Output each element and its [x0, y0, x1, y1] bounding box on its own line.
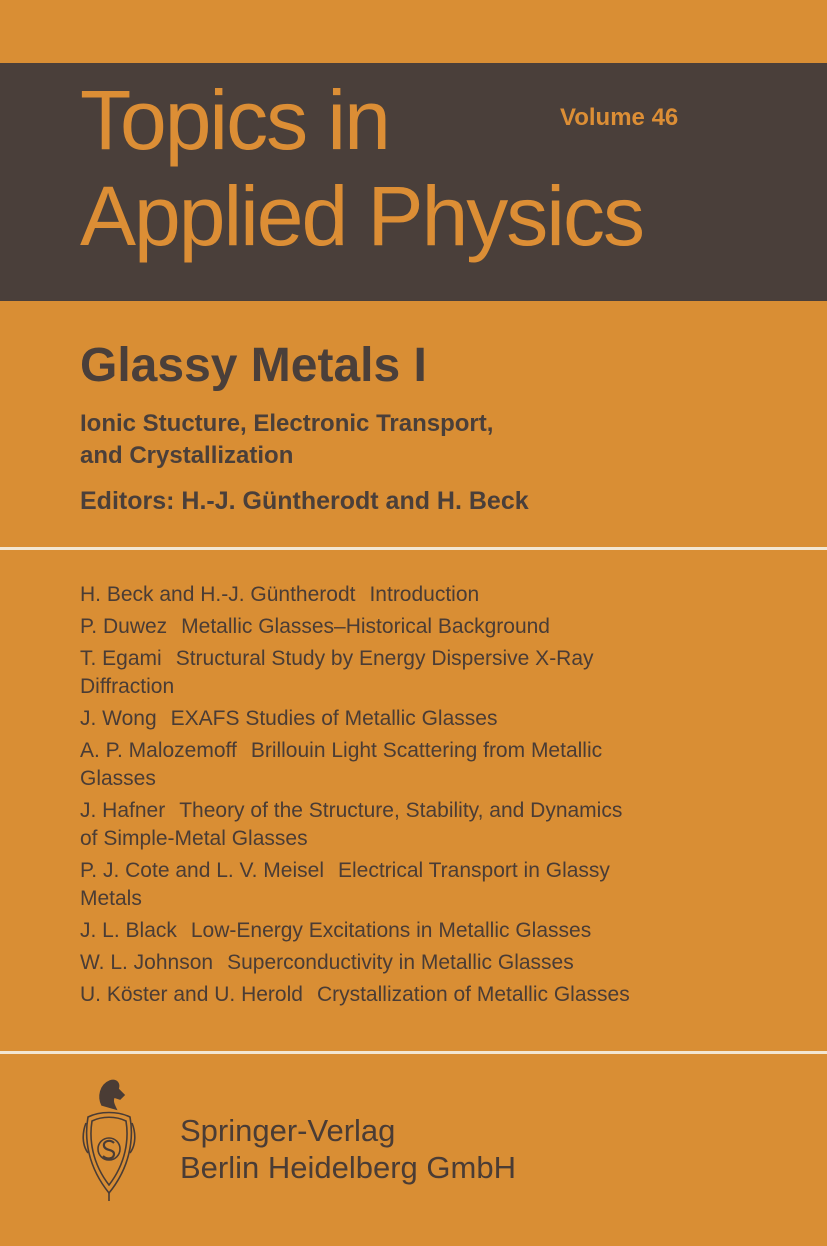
contents-item	[80, 613, 800, 641]
contents-item	[80, 737, 640, 793]
subtitle-line2: and Crystallization	[80, 442, 294, 469]
contents-item	[80, 797, 640, 853]
contents-author: J. L. Black	[80, 919, 177, 942]
contents-chapter-title: Crystallization of Metallic Glasses	[316, 983, 630, 1006]
contents-chapter-title: Theory of the Structure, Stability, and Dynamics of Simple-Metal Glasses	[80, 799, 623, 850]
subtitle-line1: Ionic Stucture, Electronic Transport,	[80, 410, 494, 437]
series-title-line2: Applied Physics	[80, 169, 643, 263]
contents-item	[80, 645, 640, 701]
publisher-line1: Springer-Verlag	[180, 1113, 396, 1148]
contents-chapter-title: Structural Study by Energy Dispersive X-Ray Diffraction	[80, 647, 594, 698]
publisher	[180, 1112, 516, 1186]
divider-top	[0, 547, 827, 550]
contents-author: A. P. Malozemoff	[80, 739, 237, 762]
publisher-line2: Berlin Heidelberg GmbH	[180, 1150, 516, 1185]
contents-item	[80, 981, 800, 1009]
series-title	[80, 72, 643, 264]
contents-author: P. J. Cote and L. V. Meisel	[80, 859, 324, 882]
contents-author: P. Duwez	[80, 615, 168, 638]
contents-item	[80, 581, 800, 609]
contents-author: W. L. Johnson	[80, 951, 214, 974]
contents-author: J. Hafner	[80, 799, 166, 822]
contents-chapter-title: Superconductivity in Metallic Glasses	[227, 951, 574, 974]
series-title-line1: Topics in	[80, 73, 389, 167]
contents-author: U. Köster and U. Herold	[80, 983, 303, 1006]
contents-item	[80, 857, 640, 913]
contents-chapter-title: Electrical Transport in Glassy Metals	[80, 859, 610, 910]
contents-item	[80, 949, 800, 977]
divider-bottom	[0, 1051, 827, 1054]
volume-number: Volume 46	[560, 104, 679, 131]
springer-knight-logo-icon	[80, 1075, 138, 1205]
contents-chapter-title: Low-Energy Excitations in Metallic Glasses	[190, 919, 592, 942]
contents-author: J. Wong	[80, 707, 157, 730]
contents-item	[80, 917, 800, 945]
contents-list	[80, 581, 800, 1013]
contents-author: H. Beck and H.-J. Güntherodt	[80, 583, 356, 606]
book-subtitle	[80, 408, 493, 472]
contents-chapter-title: Brillouin Light Scattering from Metallic Glasses	[80, 739, 603, 790]
contents-chapter-title: Introduction	[369, 583, 480, 606]
editors: Editors: H.-J. Güntherodt and H. Beck	[80, 487, 529, 515]
contents-author: T. Egami	[80, 647, 162, 670]
book-title: Glassy Metals I	[80, 339, 427, 392]
contents-item	[80, 705, 800, 733]
contents-chapter-title: Metallic Glasses–Historical Background	[181, 615, 550, 638]
contents-chapter-title: EXAFS Studies of Metallic Glasses	[170, 707, 498, 730]
